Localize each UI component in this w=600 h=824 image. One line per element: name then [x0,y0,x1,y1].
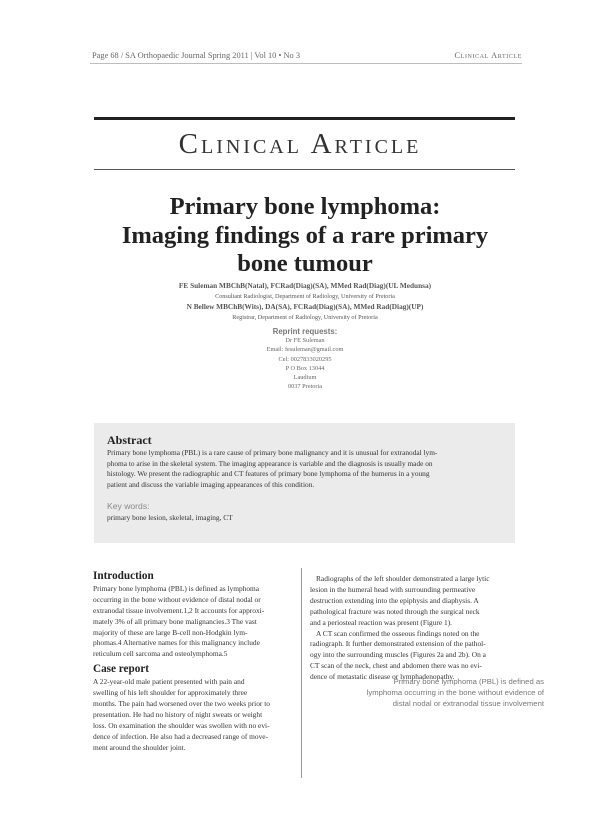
reprint-requests [200,327,410,391]
abstract-line: histology. We present the radiographic and CT features of primary bone lymphoma of the humerus in a young [107,469,430,478]
header-rule [90,63,522,64]
abstract-line: phoma to arise in the skeletal system. The imaging appearance is variable and the diagnosis is usually made on [107,458,433,468]
body-line: mately 3% of all primary bone malignancies.3 The vast [93,616,257,626]
keywords-heading: Key words: [107,501,150,511]
body-line: Primary bone lymphoma (PBL) is defined as lymphoma [93,583,260,593]
reprint-line: 0037 Pretoria [287,383,323,391]
pull-quote-line: distal nodal or extranodal tissue involvement [392,699,544,709]
section-rule-top [94,117,515,120]
body-line: CT scan of the neck, chest and abdomen there was no evi- [310,661,482,671]
body-line: ment around the shoulder joint. [93,742,186,752]
body-line: extranodal tissue involvement.1,2 It accounts for approxi- [93,605,265,615]
body-line: radiograph. It further demonstrated extension of the pathol- [310,639,486,649]
body-line: lesion in the humeral head with surrounding permeative [310,584,476,594]
body-line: ogy into the surrounding muscles (Figures 2a and 2b). On a [310,650,486,660]
body-line: months. The pain had worsened over the two weeks prior to [93,698,270,708]
author-block [120,281,490,323]
author-affiliation: Consultant Radiologist, Department of Radiology, University of Pretoria [215,292,395,300]
section-title: Clinical Article [178,128,422,160]
keywords: primary bone lesion, skeletal, imaging, CT [107,513,233,522]
abstract-body [107,448,505,490]
column-right [310,574,509,683]
case-report-heading: Case report [93,663,150,676]
abstract-heading: Abstract [107,433,152,447]
introduction-heading: Introduction [93,570,154,582]
title-line: Primary bone lymphoma: [169,193,441,220]
reprint-line: Laudium [293,374,317,382]
reprint-heading: Reprint requests: [272,327,338,336]
body-line: phomas.4 Alternative names for this malignancy include [93,638,260,648]
abstract-line: patient and discuss the variable imaging appearances of this condition. [107,479,315,489]
body-line: destruction extending into the epiphysis and diaphysis. A [310,595,479,605]
author-name: N Bellew MBChB(Wits), DA(SA), FCRad(Diag)(SA), MMed Rad(Diag)(UP) [186,302,424,311]
reprint-line: Dr FE Suleman [285,337,325,345]
section-rule-bottom [94,169,515,170]
body-line: A 22-year-old male patient presented with pain and [93,677,245,687]
reprint-email: Email: fesuleman@gmail.com [266,346,344,354]
reprint-line: Cel: 0027833020295 [278,355,332,363]
body-line: reticulum cell sarcoma and osteolymphoma.5 [93,649,228,659]
title-line: bone tumour [237,250,373,277]
author-affiliation: Registrar, Department of Radiology, University of Pretoria [232,313,378,321]
body-line: dence of infection. He also had a decreased range of move- [93,731,269,741]
author-name: FE Suleman MBChB(Natal), FCRad(Diag)(SA), MMed Rad(Diag)(UL Medunsa) [178,281,432,290]
body-line: majority of these are large B-cell non-Hodgkin lym- [93,627,248,637]
pull-quote-line: Primary bone lymphoma (PBL) is defined as [393,677,544,686]
body-line: Radiographs of the left shoulder demonstrated a large lytic [316,574,490,583]
article-title [80,193,530,279]
body-line: A CT scan confirmed the osseous findings noted on the [316,628,480,638]
running-header: Page 68 / SA Orthopaedic Journal Spring 2011 | Vol 10 • No 3 [92,51,301,60]
column-left [93,571,294,754]
body-line: swelling of his left shoulder for approximately three [93,688,248,698]
body-line: loss. On examination the shoulder was swollen with no evi- [93,720,270,730]
title-line: Imaging findings of a rare primary [121,221,489,249]
body-line: presentation. He had no history of night sweats or weight [93,709,263,719]
column-divider [301,568,302,778]
pull-quote [318,676,544,710]
running-header-section: Clinical Article [454,51,522,60]
body-line: occurring in the bone without evidence of distal nodal or [93,594,261,604]
pull-quote-line: lymphoma occurring in the bone without evidence of [366,688,544,698]
body-line: and a periosteal reaction was present (Figure 1). [310,617,453,627]
reprint-line: P O Box 13044 [285,364,325,372]
body-line: pathological fracture was noted through the surgical neck [310,606,480,616]
body-line: dence of metastatic disease or lymphadenopathy. [310,672,455,682]
abstract-line: Primary bone lymphoma (PBL) is a rare cause of primary bone malignancy and it is unusual for extranodal lym- [107,448,438,457]
